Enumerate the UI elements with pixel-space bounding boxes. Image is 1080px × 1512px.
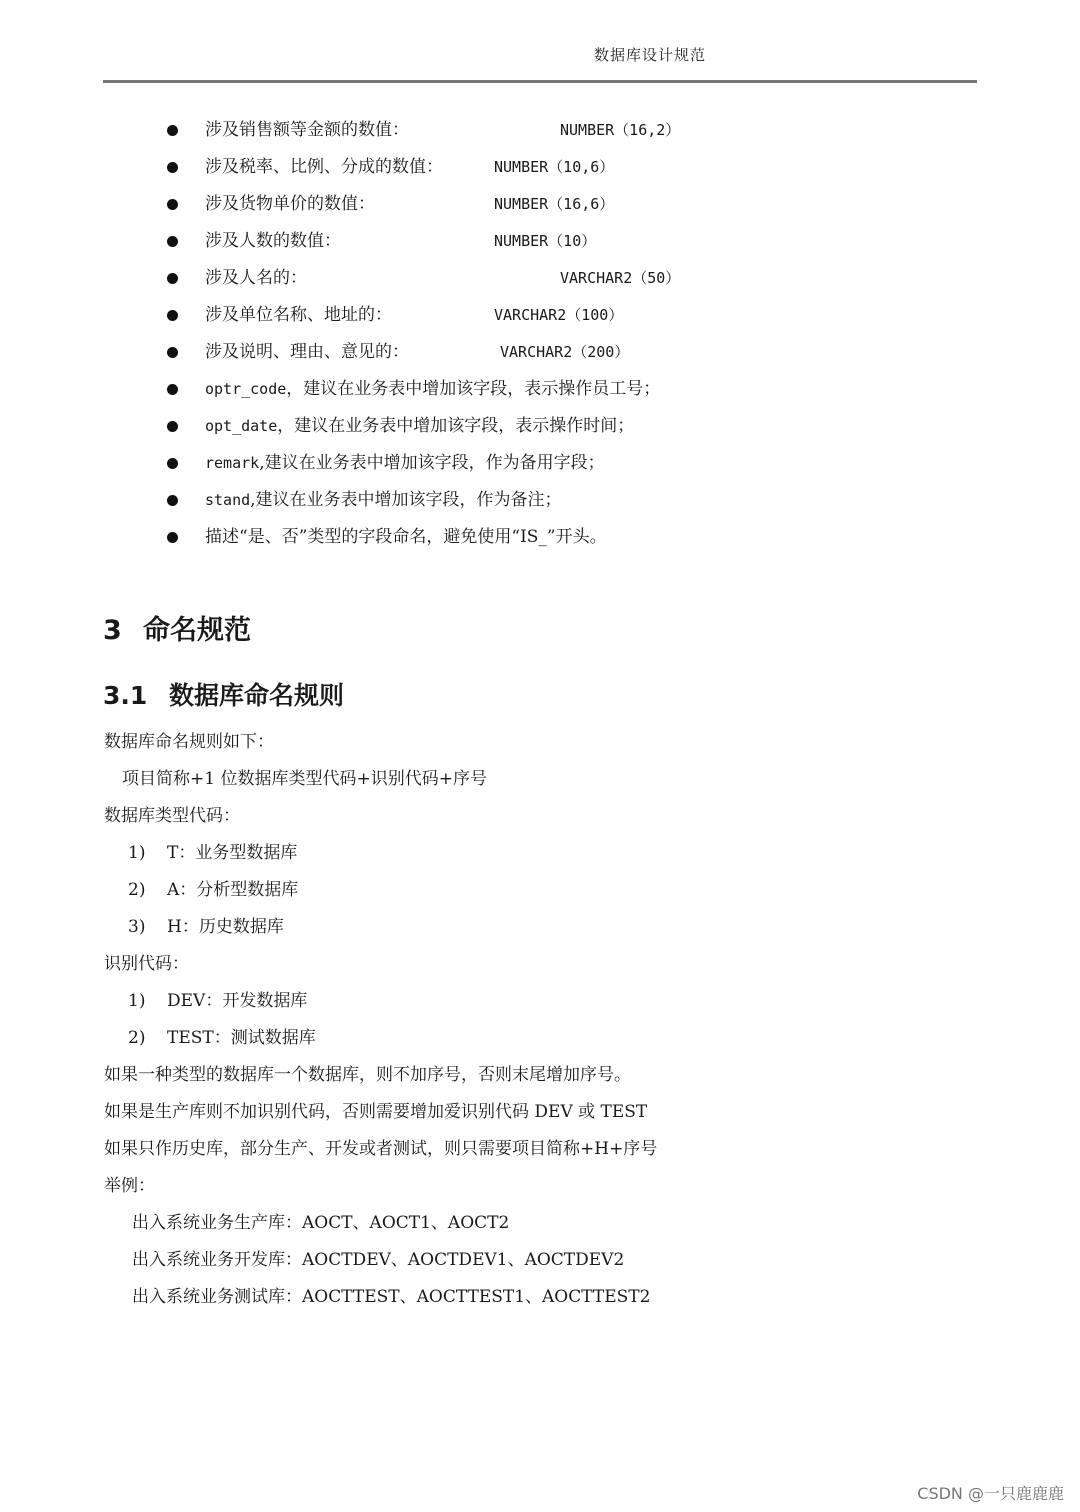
note-text: 如果只作历史库，部分生产、开发或者测试，则只需要项目简称+H+序号 [104,1139,658,1159]
list-item [0,297,1080,334]
example-text: 出入系统业务开发库：AOCTDEV、AOCTDEV1、AOCTDEV2 [132,1250,625,1270]
field-rule [205,445,605,482]
list-index: 1) [128,991,146,1011]
list-item [0,909,1080,946]
rule-label: 涉及说明、理由、意见的： [205,342,409,362]
example-text: 出入系统业务测试库：AOCTTEST、AOCTTEST1、AOCTTEST2 [132,1287,651,1307]
bullet-dot-icon [167,310,178,321]
field-code: remark [205,454,260,472]
rule-type: NUMBER（10,6） [494,158,615,176]
rule-type: NUMBER（16,2） [560,121,681,139]
paragraph [0,798,1080,835]
section-heading [103,608,251,647]
subsection-number: 3.1 [103,681,148,710]
list-index: 2) [128,1028,146,1048]
page-header-title: 数据库设计规范 [594,46,707,64]
list-item [0,445,1080,482]
bullet-dot-icon [167,421,178,432]
list-item [0,983,1080,1020]
bullet-dot-icon [167,273,178,284]
note-text: 如果是生产库则不加识别代码，否则需要增加爱识别代码 DEV 或 TEST [104,1102,648,1122]
bullet-dot-icon [167,199,178,210]
section-body [0,724,1080,1316]
id-code-heading: 识别代码： [104,954,189,974]
paragraph [0,1168,1080,1205]
list-index: 2) [128,880,146,900]
list-index: 3) [128,917,146,937]
bullet-dot-icon [167,458,178,469]
field-rule-text: ，建议在业务表中增加该字段，表示操作时间； [277,416,635,436]
field-rule [205,482,562,519]
subsection-title: 数据库命名规则 [169,681,345,710]
list-text: T：业务型数据库 [167,843,298,863]
example-text: 出入系统业务生产库：AOCT、AOCT1、AOCT2 [132,1213,510,1233]
field-rule-text: ,建议在业务表中增加该字段，作为备用字段； [259,453,605,473]
formula-text: 项目简称+1 位数据库类型代码+识别代码+序号 [122,769,487,789]
field-code: optr_code [205,380,287,398]
subsection-heading [103,676,344,712]
list-item [0,334,1080,371]
bullet-dot-icon [167,532,178,543]
section-title: 命名规范 [143,615,251,646]
rule-label: 涉及税率、比例、分成的数值： [205,157,443,177]
rule-label: 涉及销售额等金额的数值： [205,120,409,140]
rule-type: NUMBER（16,6） [494,195,615,213]
field-rule-text: ,建议在业务表中增加该字段，作为备注； [250,490,562,510]
bullet-list [0,112,1080,556]
paragraph [0,761,1080,798]
bullet-dot-icon [167,125,178,136]
header-rule [103,80,977,83]
list-item [0,835,1080,872]
example-item [0,1205,1080,1242]
paragraph [0,1131,1080,1168]
intro-text: 数据库命名规则如下： [104,732,274,752]
bullet-dot-icon [167,495,178,506]
field-rule [205,371,660,408]
list-item [0,408,1080,445]
field-rule [205,408,634,445]
paragraph [0,1057,1080,1094]
rule-label: 涉及单位名称、地址的： [205,305,392,325]
rule-label: 涉及货物单价的数值： [205,194,375,214]
list-item [0,186,1080,223]
list-text: A：分析型数据库 [167,880,299,900]
bullet-dot-icon [167,347,178,358]
section-number: 3 [103,615,122,646]
list-index: 1) [128,843,146,863]
list-item [0,482,1080,519]
field-code: stand [205,491,251,509]
bullet-dot-icon [167,384,178,395]
type-code-heading: 数据库类型代码： [104,806,240,826]
list-item [0,872,1080,909]
list-item [0,519,1080,556]
rule-label: 涉及人名的： [205,268,307,288]
rule-type: NUMBER（10） [494,232,597,250]
list-item [0,223,1080,260]
note-text: 如果一种类型的数据库一个数据库，则不加序号，否则末尾增加序号。 [104,1065,631,1085]
list-item [0,1020,1080,1057]
rule-type: VARCHAR2（50） [560,269,681,287]
example-heading: 举例： [104,1176,155,1196]
example-item [0,1242,1080,1279]
example-item [0,1279,1080,1316]
list-item [0,149,1080,186]
bullet-dot-icon [167,162,178,173]
bullet-dot-icon [167,236,178,247]
field-rule-text: ，建议在业务表中增加该字段，表示操作员工号； [286,379,661,399]
paragraph [0,946,1080,983]
list-item [0,260,1080,297]
naming-note: 描述“是、否”类型的字段命名，避免使用“IS_”开头。 [205,527,607,547]
rule-label: 涉及人数的数值： [205,231,341,251]
list-item [0,371,1080,408]
list-text: DEV：开发数据库 [167,991,308,1011]
list-text: H：历史数据库 [167,917,284,937]
paragraph [0,724,1080,761]
rule-type: VARCHAR2（200） [500,343,630,361]
list-text: TEST：测试数据库 [167,1028,316,1048]
rule-type: VARCHAR2（100） [494,306,624,324]
field-code: opt_date [205,417,278,435]
list-item [0,112,1080,149]
paragraph [0,1094,1080,1131]
watermark: CSDN @一只鹿鹿鹿 [917,1484,1064,1503]
